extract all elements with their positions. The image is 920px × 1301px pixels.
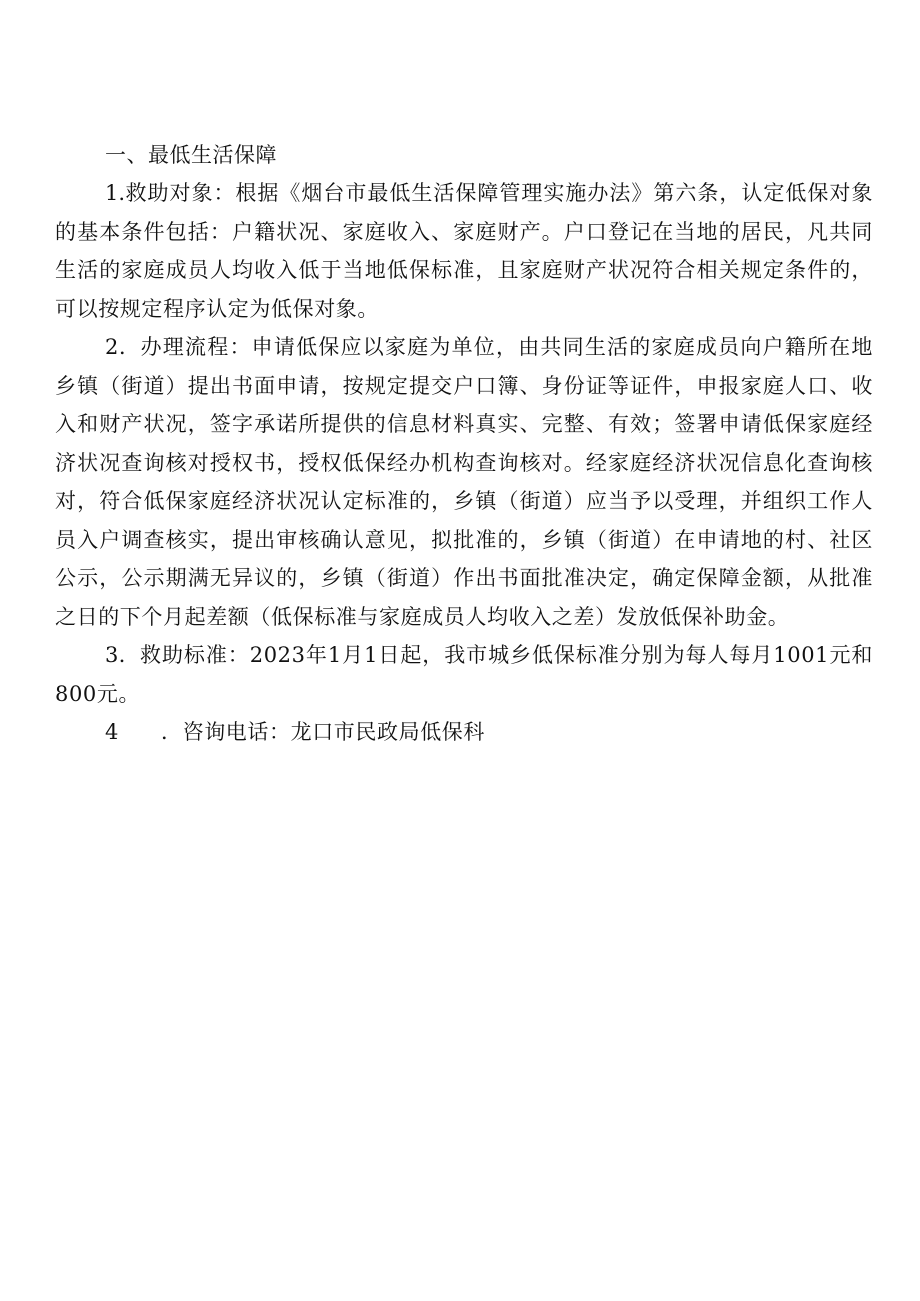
document-body bbox=[55, 136, 873, 752]
item-number: 2． bbox=[105, 335, 141, 359]
paragraph-procedure bbox=[55, 328, 873, 636]
contact-number: 4 bbox=[105, 720, 119, 744]
item-number: 3． bbox=[105, 643, 141, 667]
item-text: 救助标准：2023年1月1日起，我市城乡低保标准分别为每人每月1001元和800元。 bbox=[55, 643, 873, 706]
section-heading: 一、最低生活保障 bbox=[105, 143, 277, 167]
paragraph-standard bbox=[55, 636, 873, 713]
paragraph-contact bbox=[55, 713, 873, 752]
item-number: 1. bbox=[105, 181, 126, 205]
contact-text: ．咨询电话：龙口市民政局低保科 bbox=[161, 720, 485, 744]
paragraph-rescue-target bbox=[55, 174, 873, 328]
item-text: 办理流程：申请低保应以家庭为单位，由共同生活的家庭成员向户籍所在地乡镇（街道）提出书面申请，按规定提交户口簿、身份证等证件，申报家庭人口、收入和财产状况，签字承诺所提供的信息材料真实、完整、有效；签署申请低保家庭经济状况查询核对授权书，授权低保经办机构查询核对。经家庭经济状况信息化查询核对，符合低保家庭经济状况认定标准的，乡镇（街道）应当予以受理，并组织工作人员入户调查核实，提出审核确认意见，拟批准的，乡镇（街道）在申请地的村、社区公示，公示期满无异议的，乡镇（街道）作出书面批准决定，确定保障金额，从批准之日的下个月起差额（低保标准与家庭成员人均收入之差）发放低保补助金。 bbox=[55, 335, 873, 629]
item-text: 救助对象：根据《烟台市最低生活保障管理实施办法》第六条，认定低保对象的基本条件包括：户籍状况、家庭收入、家庭财产。户口登记在当地的居民，凡共同生活的家庭成员人均收入低于当地低保标准，且家庭财产状况符合相关规定条件的，可以按规定程序认定为低保对象。 bbox=[55, 181, 873, 321]
